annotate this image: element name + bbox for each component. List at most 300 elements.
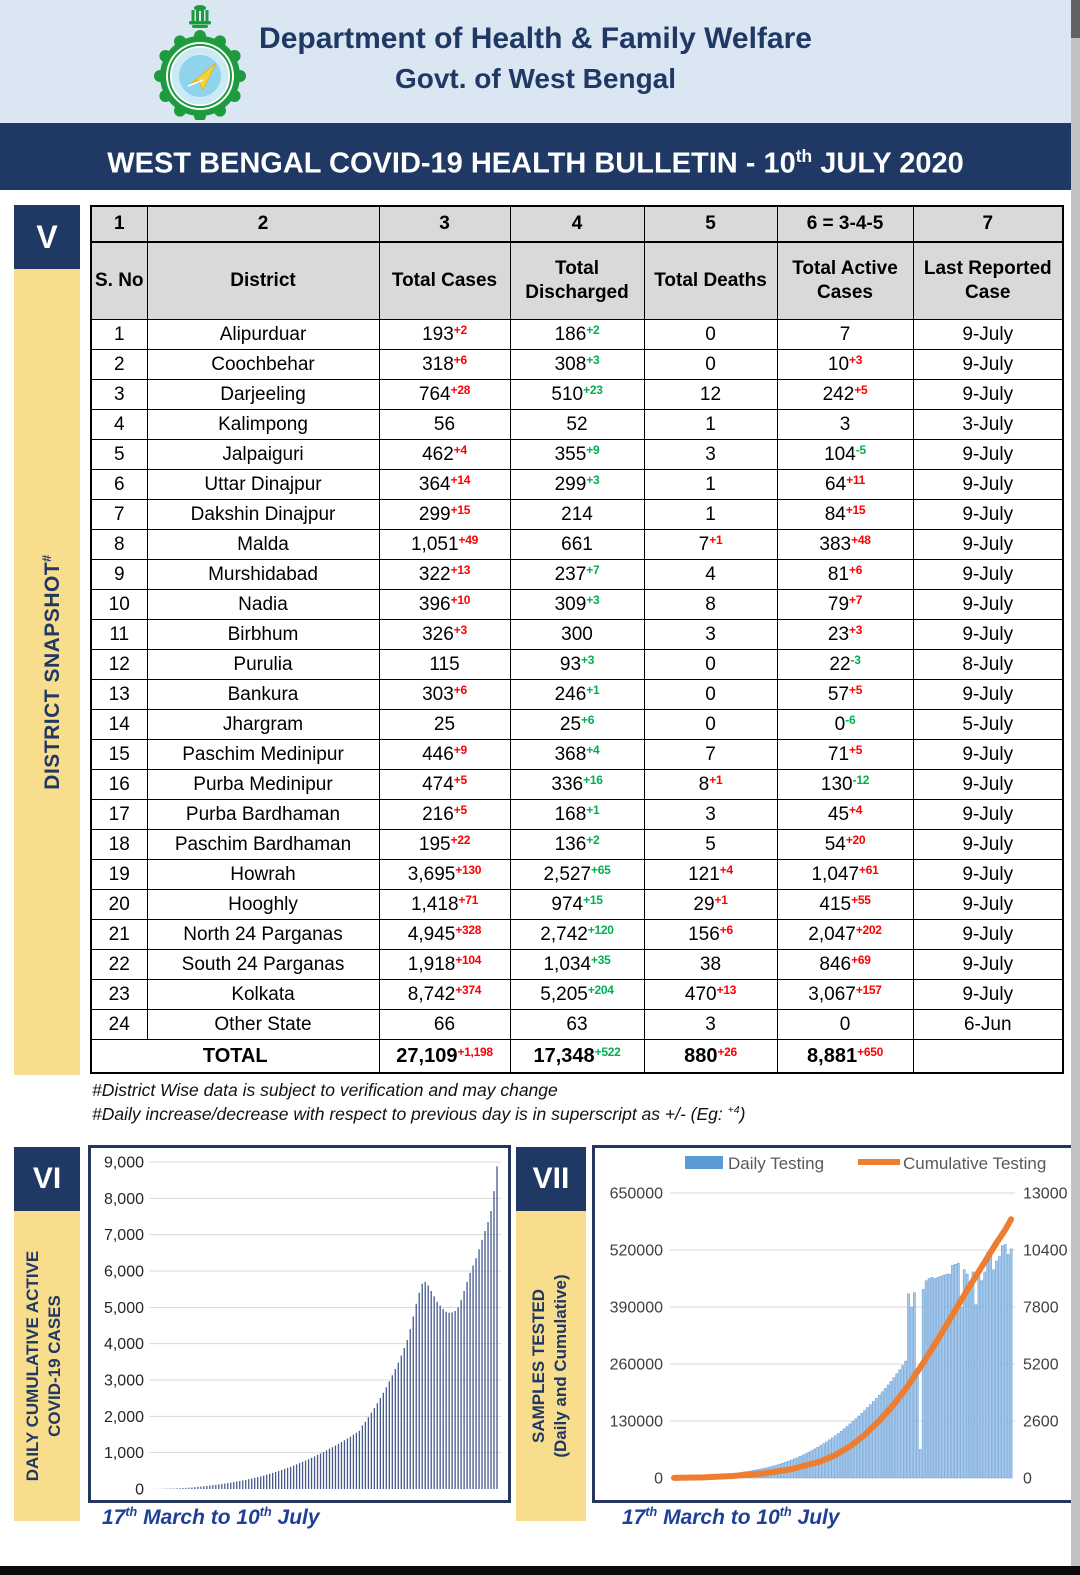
daily-testing-bar — [905, 1361, 907, 1478]
cell-value: 2,742 — [540, 923, 588, 945]
value-cell — [644, 500, 777, 530]
value-cell — [777, 890, 913, 920]
right-axis-tick-label: 2600 — [1023, 1413, 1059, 1431]
daily-testing-bar — [934, 1279, 936, 1479]
daily-testing-bar — [975, 1305, 977, 1478]
cell-value: 79 — [827, 593, 850, 615]
cell-delta-superscript: +650 — [857, 1044, 883, 1059]
value-cell — [644, 770, 777, 800]
last-reported-cell: 9-July — [913, 470, 1063, 500]
column-header: Last Reported Case — [913, 242, 1063, 320]
cell-value: 8,881 — [807, 1044, 858, 1067]
district-cell: Darjeeling — [147, 380, 379, 410]
value-cell — [510, 740, 644, 770]
cell-delta-superscript: +26 — [717, 1044, 737, 1059]
caption-sup: th — [645, 1505, 658, 1519]
daily-testing-bar — [928, 1279, 930, 1479]
cell-value: 63 — [566, 1013, 588, 1035]
cell-delta-superscript: +3 — [849, 352, 863, 367]
daily-testing-bar — [1001, 1246, 1003, 1478]
cell-value: 104 — [824, 443, 856, 465]
value-cell — [379, 860, 510, 890]
cell-delta-superscript: -12 — [852, 772, 870, 787]
table-row — [91, 890, 1063, 920]
cell-delta-superscript: +374 — [455, 982, 482, 997]
section-vii-label: VII — [516, 1147, 586, 1211]
bulletin-banner — [0, 123, 1071, 190]
cell-value: 7 — [698, 533, 710, 555]
value-cell — [777, 650, 913, 680]
sno-cell: 2 — [91, 350, 147, 380]
value-cell — [510, 500, 644, 530]
column-header: District — [147, 242, 379, 320]
value-cell — [777, 470, 913, 500]
cell-delta-superscript: +28 — [450, 382, 471, 397]
cell-value: 38 — [699, 953, 722, 975]
value-cell — [777, 410, 913, 440]
sidebar-v-sup: # — [40, 554, 54, 562]
value-cell — [777, 590, 913, 620]
cell-delta-superscript: +204 — [587, 982, 614, 997]
daily-testing-bar — [981, 1281, 983, 1478]
column-number: 7 — [913, 206, 1063, 242]
district-cell: Nadia — [147, 590, 379, 620]
value-cell — [777, 500, 913, 530]
cell-value: 0 — [705, 653, 716, 675]
chart-vii-title-line2: (Daily and Cumulative) — [551, 1274, 570, 1458]
govt-title: Govt. of West Bengal — [394, 63, 677, 94]
table-row — [91, 320, 1063, 350]
daily-testing-bar — [846, 1426, 848, 1478]
value-cell — [510, 350, 644, 380]
cell-delta-superscript: +9 — [453, 742, 467, 757]
cell-value: 10 — [827, 353, 850, 375]
district-table-body — [91, 320, 1063, 1074]
cell-delta-superscript: +3 — [581, 652, 595, 667]
legend-daily-swatch — [685, 1156, 723, 1169]
table-row — [91, 800, 1063, 830]
value-cell — [644, 380, 777, 410]
district-cell: Kolkata — [147, 980, 379, 1010]
daily-testing-bar — [899, 1370, 901, 1478]
value-cell — [777, 560, 913, 590]
sno-cell: 1 — [91, 320, 147, 350]
cell-value: 0 — [705, 323, 716, 345]
cell-delta-superscript: +22 — [450, 832, 471, 847]
daily-testing-bar — [852, 1421, 854, 1478]
cell-value: 8,742 — [407, 983, 456, 1005]
daily-testing-bar — [937, 1277, 939, 1478]
column-number-row — [91, 206, 1063, 242]
cell-value: 1,047 — [811, 863, 860, 885]
cell-delta-superscript: +328 — [455, 922, 482, 937]
sno-cell: 20 — [91, 890, 147, 920]
value-cell — [379, 530, 510, 560]
cell-delta-superscript: +48 — [851, 532, 871, 547]
cell-value: 303 — [422, 683, 454, 705]
cell-delta-superscript: +35 — [591, 952, 611, 967]
cell-value: 4 — [705, 563, 716, 585]
table-row — [91, 350, 1063, 380]
cell-delta-superscript: +2 — [586, 832, 600, 847]
cell-value: 3,695 — [407, 863, 456, 885]
cell-delta-superscript: +5 — [453, 802, 467, 817]
sno-cell: 8 — [91, 530, 147, 560]
legend-daily-label: Daily Testing — [728, 1154, 825, 1173]
cell-delta-superscript: +3 — [586, 352, 600, 367]
district-cell: Alipurduar — [147, 320, 379, 350]
cell-delta-superscript: +104 — [455, 952, 482, 967]
value-cell — [510, 950, 644, 980]
value-cell — [510, 1010, 644, 1040]
value-cell — [644, 530, 777, 560]
value-cell — [379, 770, 510, 800]
cell-value: 0 — [839, 1013, 851, 1035]
value-cell — [644, 350, 777, 380]
cell-delta-superscript: -3 — [850, 652, 861, 667]
y-axis-tick-label: 9,000 — [103, 1154, 144, 1172]
value-cell — [644, 410, 777, 440]
cell-value: 27,109 — [396, 1044, 458, 1067]
value-cell — [644, 440, 777, 470]
sno-cell: 24 — [91, 1010, 147, 1040]
cell-delta-superscript: +1 — [586, 802, 600, 817]
column-header: Total Active Cases — [777, 242, 913, 320]
right-axis-tick-label: 7800 — [1023, 1299, 1059, 1317]
right-axis-tick-label: 5200 — [1023, 1356, 1059, 1374]
left-axis-tick-label: 260000 — [609, 1356, 663, 1374]
cell-delta-superscript: +71 — [458, 892, 478, 907]
cell-value: 216 — [422, 803, 454, 825]
table-row — [91, 470, 1063, 500]
total-row — [91, 1040, 1063, 1074]
cell-value: 57 — [827, 683, 850, 705]
footnote-2-close: ) — [739, 1104, 746, 1124]
value-cell — [510, 650, 644, 680]
sno-cell: 5 — [91, 440, 147, 470]
table-row — [91, 530, 1063, 560]
cell-value: 186 — [554, 323, 587, 345]
value-cell — [644, 860, 777, 890]
cell-delta-superscript: +1 — [709, 772, 723, 787]
last-reported-cell: 9-July — [913, 680, 1063, 710]
right-axis-tick-label: 13000 — [1023, 1185, 1068, 1203]
table-row — [91, 950, 1063, 980]
value-cell — [510, 710, 644, 740]
chart-vii-caption — [622, 1505, 840, 1530]
table-row — [91, 740, 1063, 770]
daily-testing-bar — [978, 1276, 980, 1478]
cell-value: 309 — [554, 593, 587, 615]
sno-cell: 23 — [91, 980, 147, 1010]
cell-value: 300 — [561, 623, 593, 645]
last-reported-cell: 8-July — [913, 650, 1063, 680]
cell-value: 0 — [705, 683, 716, 705]
cell-value: 3 — [705, 443, 716, 465]
value-cell — [510, 410, 644, 440]
value-cell — [777, 320, 913, 350]
cell-value: 7 — [705, 743, 716, 765]
value-cell — [379, 590, 510, 620]
value-cell — [777, 830, 913, 860]
column-header: Total Deaths — [644, 242, 777, 320]
cell-value: 3 — [705, 803, 716, 825]
table-row — [91, 380, 1063, 410]
cell-value: 2,047 — [808, 923, 856, 945]
last-reported-cell: 5-July — [913, 710, 1063, 740]
sno-cell: 21 — [91, 920, 147, 950]
district-cell: Coochbehar — [147, 350, 379, 380]
cell-delta-superscript: +6 — [719, 922, 733, 937]
table-row — [91, 710, 1063, 740]
value-cell — [777, 620, 913, 650]
daily-testing-bar — [922, 1289, 924, 1478]
right-axis-tick-label: 10400 — [1023, 1242, 1068, 1260]
cell-value: 4,945 — [407, 923, 456, 945]
daily-testing-bar — [893, 1378, 895, 1478]
cell-value: 8 — [705, 593, 716, 615]
district-cell: Howrah — [147, 860, 379, 890]
section-vii-sidebar-title — [514, 1211, 602, 1521]
daily-testing-bar — [913, 1293, 915, 1478]
value-cell — [644, 830, 777, 860]
cell-value: 474 — [422, 773, 454, 795]
value-cell — [777, 350, 913, 380]
daily-testing-bar — [1007, 1254, 1009, 1478]
cell-value: 355 — [554, 443, 587, 465]
right-axis-tick-label: 0 — [1023, 1470, 1032, 1488]
value-cell — [644, 980, 777, 1010]
district-cell: Dakshin Dinajpur — [147, 500, 379, 530]
column-number: 1 — [91, 206, 147, 242]
daily-testing-bar — [946, 1274, 948, 1478]
legend-cumulative-label: Cumulative Testing — [903, 1154, 1047, 1173]
footnote-2 — [92, 1104, 745, 1125]
value-cell — [510, 980, 644, 1010]
value-cell — [644, 950, 777, 980]
cell-value: 81 — [827, 563, 850, 585]
column-header: S. No — [91, 242, 147, 320]
sno-cell: 4 — [91, 410, 147, 440]
last-reported-cell: 9-July — [913, 920, 1063, 950]
cell-value: 470 — [684, 983, 717, 1005]
cell-value: 246 — [554, 683, 587, 705]
daily-testing-bar — [861, 1413, 863, 1478]
cell-value: 764 — [418, 383, 451, 405]
table-row — [91, 680, 1063, 710]
daily-testing-bar — [949, 1274, 951, 1478]
value-cell — [510, 860, 644, 890]
cell-value: 5,205 — [540, 983, 588, 1005]
cell-value: 93 — [559, 653, 582, 675]
district-cell: Murshidabad — [147, 560, 379, 590]
daily-testing-bar — [872, 1401, 874, 1478]
last-reported-cell: 9-July — [913, 950, 1063, 980]
daily-testing-bar — [984, 1272, 986, 1478]
daily-testing-bar — [1004, 1245, 1006, 1478]
cell-value: 368 — [554, 743, 587, 765]
value-cell — [379, 440, 510, 470]
y-axis-tick-label: 0 — [135, 1481, 144, 1499]
cell-value: 1,034 — [543, 953, 592, 975]
footnote-2-text: #Daily increase/decrease with respect to previous day is in superscript as +/- (Eg: — [92, 1104, 728, 1124]
daily-testing-bar — [940, 1276, 942, 1478]
section-vi-sidebar-title — [10, 1211, 92, 1521]
cell-delta-superscript: +61 — [859, 862, 879, 877]
chart-vi-caption — [102, 1505, 320, 1530]
district-cell: Purulia — [147, 650, 379, 680]
sno-cell: 3 — [91, 380, 147, 410]
daily-testing-bar — [866, 1408, 868, 1478]
cell-value: 661 — [561, 533, 593, 555]
cell-value: 136 — [554, 833, 587, 855]
value-cell — [379, 710, 510, 740]
column-header: Total Discharged — [510, 242, 644, 320]
cell-value: 446 — [422, 743, 454, 765]
value-cell — [777, 920, 913, 950]
column-number: 4 — [510, 206, 644, 242]
sno-cell: 19 — [91, 860, 147, 890]
value-cell — [644, 590, 777, 620]
daily-testing-bar — [943, 1275, 945, 1478]
district-cell: Malda — [147, 530, 379, 560]
district-cell: Birbhum — [147, 620, 379, 650]
value-cell — [379, 680, 510, 710]
left-axis-tick-label: 0 — [654, 1470, 663, 1488]
cell-delta-superscript: +4 — [453, 442, 467, 457]
samples-tested-chart-svg — [595, 1148, 1078, 1500]
cell-value: 214 — [561, 503, 593, 525]
cell-value: 3,067 — [808, 983, 856, 1005]
cell-value: 846 — [819, 953, 852, 975]
cell-value: 25 — [433, 713, 456, 735]
daily-testing-bar — [890, 1381, 892, 1478]
cell-value: 1 — [705, 503, 716, 525]
cell-delta-superscript: +4 — [719, 862, 733, 877]
cell-delta-superscript: +1 — [586, 682, 600, 697]
caption-text: July — [791, 1506, 840, 1529]
cell-delta-superscript: +20 — [845, 832, 866, 847]
cell-delta-superscript: +6 — [581, 712, 595, 727]
section-v-sidebar-title — [14, 269, 80, 1075]
total-value-cell — [510, 1040, 644, 1074]
last-reported-cell: 9-July — [913, 740, 1063, 770]
caption-text: July — [271, 1506, 320, 1529]
cell-delta-superscript: +49 — [458, 532, 478, 547]
daily-testing-bar — [951, 1265, 953, 1478]
left-axis-tick-label: 390000 — [609, 1299, 663, 1317]
value-cell — [644, 620, 777, 650]
cell-value: 383 — [819, 533, 852, 555]
daily-testing-bar — [916, 1375, 918, 1478]
daily-testing-bar — [954, 1264, 956, 1478]
cell-delta-superscript: +1 — [714, 892, 728, 907]
cell-delta-superscript: +4 — [849, 802, 863, 817]
total-value-cell — [644, 1040, 777, 1074]
cell-value: 25 — [559, 713, 582, 735]
left-axis-tick-label: 130000 — [609, 1413, 663, 1431]
value-cell — [379, 740, 510, 770]
total-value-cell — [379, 1040, 510, 1074]
daily-testing-bar — [990, 1249, 992, 1478]
cell-value: 308 — [554, 353, 587, 375]
value-cell — [644, 1010, 777, 1040]
daily-testing-bar — [960, 1307, 962, 1478]
left-axis-tick-label: 520000 — [609, 1242, 663, 1260]
cell-delta-superscript: +13 — [716, 982, 737, 997]
cell-value: 64 — [825, 473, 847, 495]
value-cell — [510, 470, 644, 500]
banner-text-2: JULY 2020 — [812, 147, 964, 180]
value-cell — [510, 620, 644, 650]
sno-cell: 12 — [91, 650, 147, 680]
cell-value: 510 — [551, 383, 584, 405]
value-cell — [510, 920, 644, 950]
active-cases-chart-svg — [91, 1148, 508, 1500]
cell-delta-superscript: +16 — [583, 772, 603, 787]
cell-value: 242 — [822, 383, 855, 405]
cell-value: 52 — [566, 413, 588, 435]
daily-testing-bar — [858, 1416, 860, 1478]
cell-delta-superscript: +1,198 — [457, 1044, 493, 1059]
cell-value: 1,051 — [410, 533, 459, 555]
sno-cell: 6 — [91, 470, 147, 500]
cell-value: 1,918 — [407, 953, 456, 975]
value-cell — [644, 470, 777, 500]
daily-testing-bar — [878, 1395, 880, 1478]
cell-value: 66 — [433, 1013, 456, 1035]
daily-testing-bar — [855, 1419, 857, 1478]
cell-delta-superscript: +5 — [854, 382, 868, 397]
value-cell — [644, 680, 777, 710]
section-v-label: V — [14, 205, 80, 269]
cell-delta-superscript: +7 — [849, 592, 863, 607]
value-cell — [644, 650, 777, 680]
cell-delta-superscript: +3 — [849, 622, 863, 637]
cell-value: 8 — [698, 773, 710, 795]
footnote-2-sup: +4 — [727, 1104, 740, 1117]
page-right-edge — [1071, 0, 1080, 1568]
sno-cell: 13 — [91, 680, 147, 710]
value-cell — [510, 590, 644, 620]
value-cell — [379, 560, 510, 590]
cell-value: 54 — [824, 833, 846, 855]
cell-value: 318 — [422, 353, 454, 375]
last-reported-cell: 6-Jun — [913, 1010, 1063, 1040]
sno-cell: 17 — [91, 800, 147, 830]
page-bottom-edge — [0, 1566, 1080, 1575]
last-reported-cell: 9-July — [913, 860, 1063, 890]
daily-testing-bar — [919, 1450, 921, 1479]
district-cell: Kalimpong — [147, 410, 379, 440]
value-cell — [777, 440, 913, 470]
table-row — [91, 500, 1063, 530]
sno-cell: 9 — [91, 560, 147, 590]
banner-text: WEST BENGAL COVID-19 HEALTH BULLETIN - 10 — [107, 147, 796, 180]
value-cell — [777, 530, 913, 560]
cell-delta-superscript: +13 — [450, 562, 471, 577]
cell-value: 29 — [693, 893, 715, 915]
sno-cell: 11 — [91, 620, 147, 650]
cell-delta-superscript: +55 — [851, 892, 871, 907]
chart-vi-title-line1: DAILY CUMULATIVE ACTIVE — [23, 1250, 42, 1482]
value-cell — [379, 320, 510, 350]
value-cell — [379, 620, 510, 650]
cell-delta-superscript: +6 — [849, 562, 863, 577]
cell-value: 1 — [705, 413, 716, 435]
cell-value: 3 — [839, 413, 851, 435]
daily-testing-bar — [884, 1388, 886, 1478]
